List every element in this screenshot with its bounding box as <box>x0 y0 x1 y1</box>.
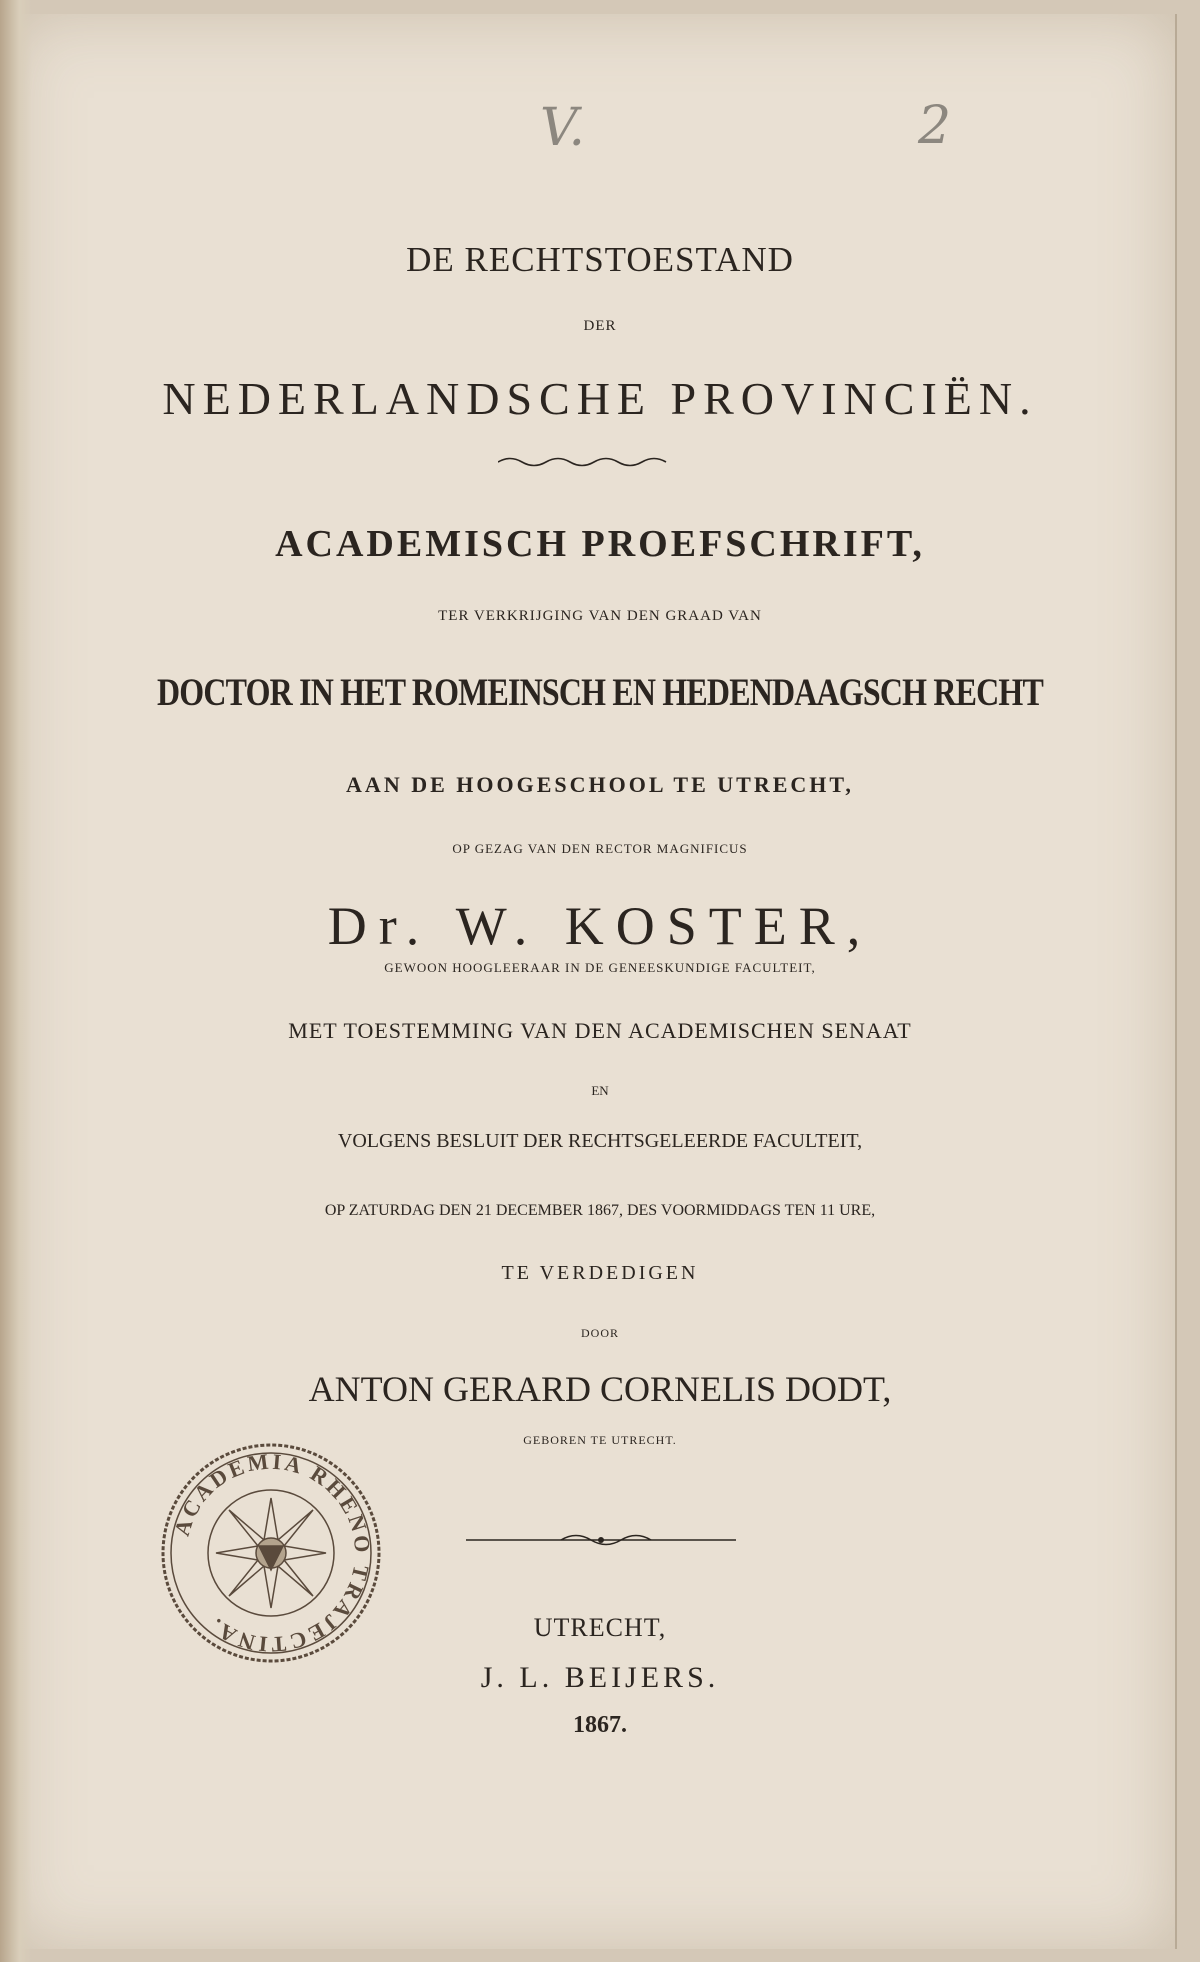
by-line: DOOR <box>580 1326 619 1340</box>
authority-line: OP GEZAG VAN DEN RECTOR MAGNIFICUS <box>452 841 748 856</box>
rector-name: W. KOSTER, <box>455 896 873 956</box>
thesis-purpose: TER VERKRIJGING VAN DEN GRAAD VAN <box>438 608 762 624</box>
title-line-3: NEDERLANDSCHE PROVINCIËN. <box>162 373 1038 424</box>
defend-line: TE VERDEDIGEN <box>501 1262 699 1284</box>
shelfmark-left: V. <box>540 98 585 158</box>
imprint-publisher: J. L. BEIJERS. <box>480 1661 720 1694</box>
consent-line: MET TOESTEMMING VAN DEN ACADEMISCHEN SENAAT <box>288 1018 912 1043</box>
degree-line: DOCTOR IN HET ROMEINSCH EN HEDENDAAGSCH RECHT <box>157 671 1043 714</box>
decision-line: VOLGENS BESLUIT DER RECHTSGELEERDE FACULTEIT, <box>337 1130 863 1152</box>
wavy-divider <box>498 455 678 469</box>
born-line: GEBOREN TE UTRECHT. <box>523 1433 677 1447</box>
rector-title: GEWOON HOOGLEERAAR IN DE GENEESKUNDIGE FACULTEIT, <box>384 960 816 975</box>
and-line: EN <box>591 1083 609 1098</box>
imprint-city: UTRECHT, <box>533 1613 667 1642</box>
rector-prefix: Dr. <box>327 896 432 956</box>
date-line: OP ZATURDAG DEN 21 DECEMBER 1867, DES VOORMIDDAGS TEN 11 URE, <box>324 1202 876 1219</box>
thesis-heading: ACADEMISCH PROEFSCHRIFT, <box>275 523 925 565</box>
seal-text: ACADEMIA RHENO TRAJECTINA. <box>168 1448 376 1658</box>
imprint-year: 1867. <box>573 1712 627 1738</box>
author-name: ANTON GERARD CORNELIS DODT, <box>308 1369 892 1409</box>
rector-line <box>0 895 1200 957</box>
ornamental-divider <box>466 1530 736 1550</box>
shelfmark-right: 2 <box>918 96 952 156</box>
title-line-2: DER <box>583 318 617 334</box>
university-line: AAN DE HOOGESCHOOL TE UTRECHT, <box>346 772 854 797</box>
sun-icon <box>216 1498 326 1608</box>
title-line-1: DE RECHTSTOESTAND <box>406 240 794 279</box>
